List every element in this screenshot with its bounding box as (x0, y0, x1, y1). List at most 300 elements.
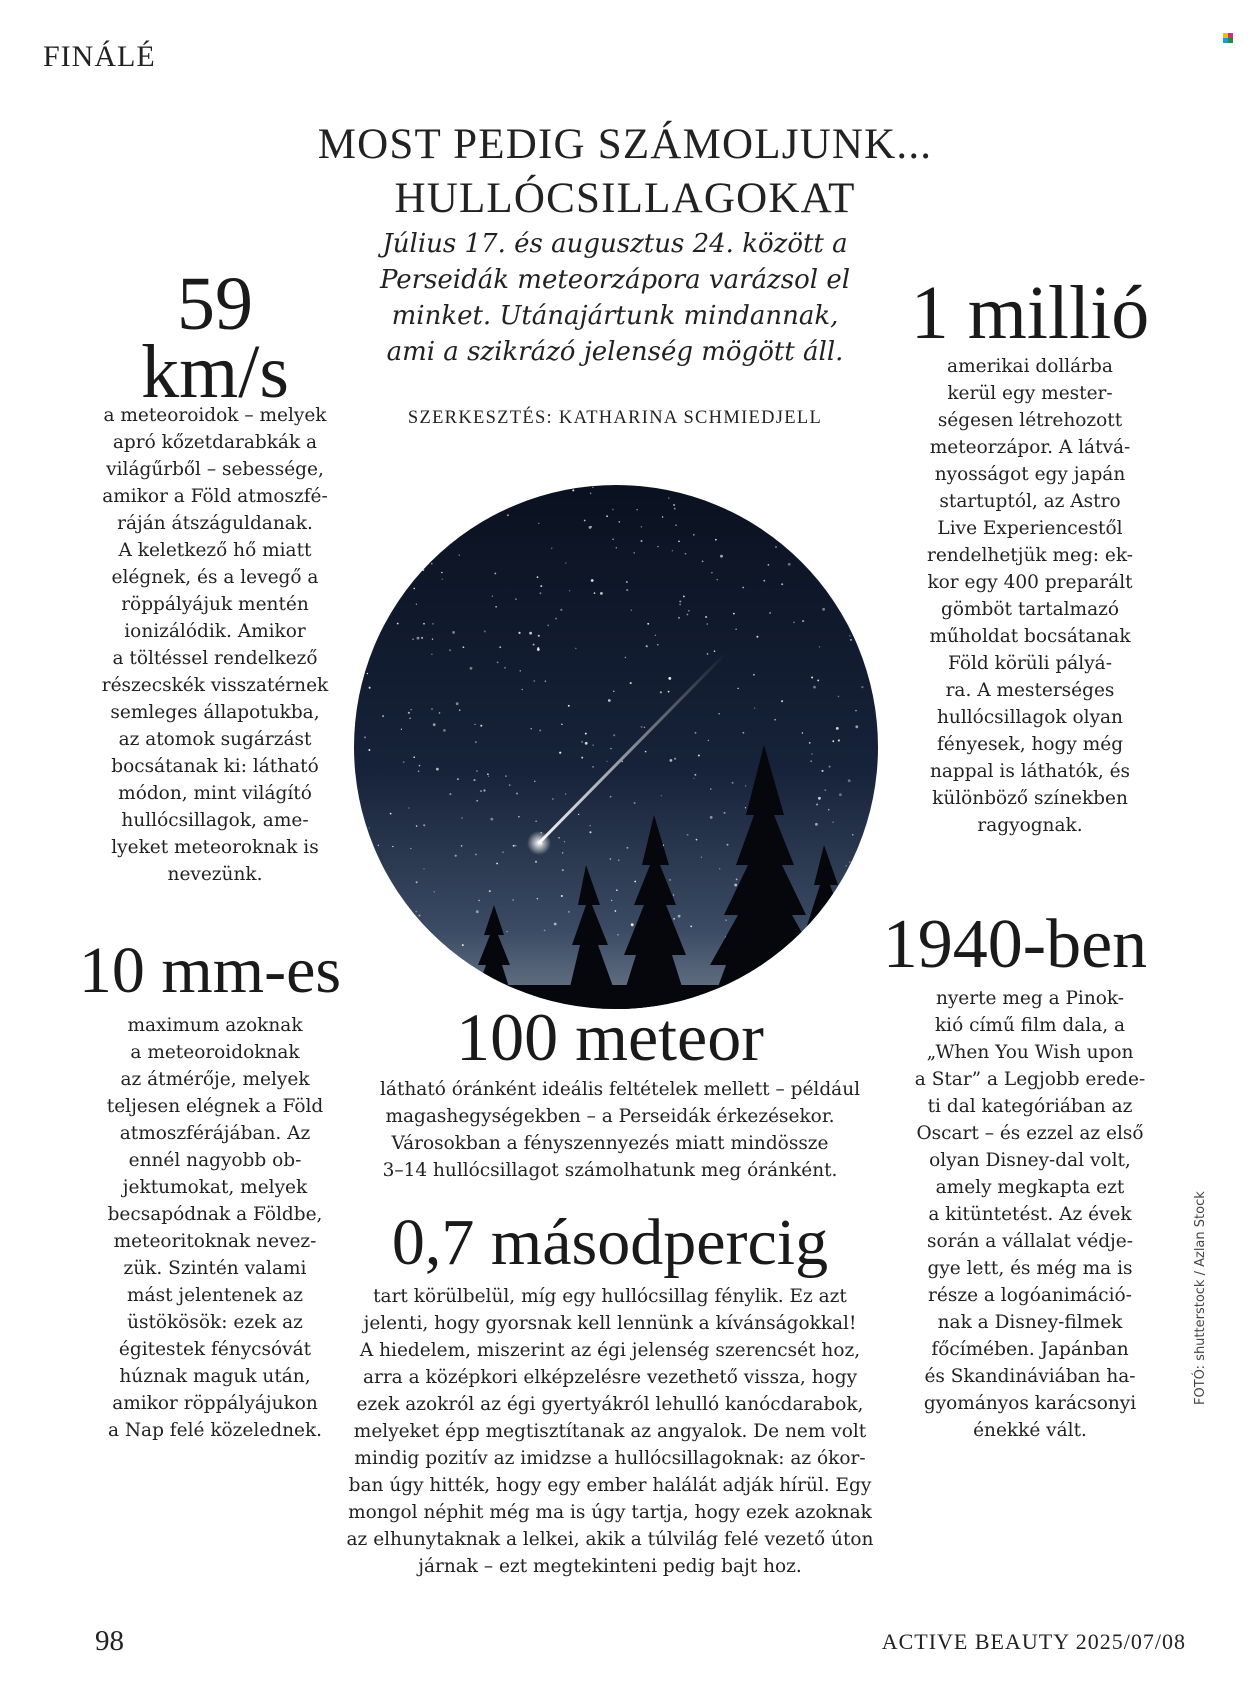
star (569, 590, 570, 591)
star (504, 492, 506, 494)
star (423, 824, 425, 826)
star (535, 821, 536, 822)
star (855, 710, 857, 712)
star (449, 649, 451, 651)
star (831, 485, 832, 486)
text-line: nyerte meg a Pinok- (935, 988, 1125, 1009)
star (742, 732, 744, 734)
star (843, 940, 844, 941)
star (462, 944, 464, 946)
text-line: az átmérője, melyek (120, 1069, 310, 1090)
star (545, 680, 546, 681)
star (608, 699, 611, 702)
star (413, 756, 415, 758)
star (561, 724, 563, 726)
star (669, 879, 671, 881)
star (388, 511, 390, 513)
star (452, 631, 455, 634)
star (592, 487, 594, 489)
star (673, 894, 674, 895)
star (560, 609, 562, 611)
star (678, 915, 681, 918)
text-line: módon, mint világító (118, 783, 312, 804)
star (554, 923, 557, 926)
text-line: becsapódnak a Földbe, (107, 1204, 323, 1225)
star (641, 726, 643, 728)
star (438, 949, 440, 951)
star (495, 606, 497, 608)
star (668, 485, 670, 486)
star (452, 515, 453, 516)
star (613, 734, 615, 736)
star (855, 725, 858, 728)
star (670, 759, 673, 762)
star (662, 516, 663, 517)
star (849, 635, 851, 637)
star (509, 784, 511, 786)
star (687, 834, 689, 836)
text-line: üstökösök: ezek az (127, 1312, 303, 1333)
star (816, 803, 818, 805)
text-line: hullócsillagok, ame- (121, 810, 309, 831)
star (526, 497, 529, 500)
star (840, 571, 841, 572)
star (459, 709, 461, 711)
star (397, 516, 399, 518)
star (433, 723, 436, 726)
star (702, 561, 704, 563)
star (520, 670, 521, 671)
star (423, 868, 424, 869)
star (359, 862, 361, 864)
star (354, 560, 356, 562)
star (843, 934, 845, 936)
star (416, 825, 418, 827)
star (701, 857, 702, 858)
star (813, 686, 816, 689)
lead-line: Július 17. és augusztus 24. között a (382, 229, 848, 259)
star (442, 578, 444, 580)
star (516, 792, 518, 794)
star (753, 674, 755, 676)
text-line: amely megkapta ezt (935, 1177, 1125, 1198)
star (600, 592, 603, 595)
star (533, 644, 535, 646)
star (631, 609, 632, 610)
star (401, 729, 402, 730)
star (506, 931, 507, 932)
star (590, 493, 592, 495)
star (678, 617, 680, 619)
star (507, 514, 509, 516)
star (355, 710, 357, 712)
star (378, 845, 379, 846)
text-line: a meteoroidoknak (130, 1042, 300, 1063)
fact-speed-value (90, 262, 340, 414)
text-line: során a vállalat védje- (927, 1231, 1133, 1252)
star (397, 623, 399, 625)
star (494, 572, 496, 574)
star (626, 581, 628, 583)
star (690, 925, 692, 927)
star (434, 891, 436, 893)
star (734, 884, 737, 887)
text-line: ionizálódik. Amikor (124, 621, 306, 642)
star (617, 934, 619, 936)
star (408, 807, 409, 808)
star (732, 782, 734, 784)
text-line: ban úgy hitték, hogy egy ember halálát adják hírül. Egy (348, 1475, 872, 1496)
star (439, 539, 441, 541)
star (625, 657, 626, 658)
star (859, 488, 861, 490)
star (833, 539, 835, 541)
star (539, 592, 541, 594)
star (537, 576, 539, 578)
star (473, 779, 475, 781)
text-line: ségesen létrehozott (937, 410, 1123, 431)
star (810, 760, 811, 761)
star (594, 592, 596, 594)
star (610, 858, 612, 860)
star (361, 564, 363, 566)
star (668, 497, 669, 498)
star (363, 886, 365, 888)
fact-speed-value-line: 59 (177, 262, 253, 346)
text-line: ragyognak. (977, 815, 1083, 836)
text-line: a Star” a Legjobb erede- (914, 1069, 1146, 1090)
star (693, 778, 694, 779)
star (612, 538, 614, 540)
star (668, 691, 670, 693)
star (836, 727, 839, 730)
star (581, 757, 583, 759)
star (558, 837, 560, 839)
star (824, 789, 826, 791)
fact-meteors-value: 100 meteor (456, 999, 764, 1075)
text-line: Live Experiencestől (937, 518, 1123, 539)
star (518, 816, 519, 817)
text-line: gyományos karácsonyi (923, 1393, 1137, 1414)
star (606, 515, 608, 517)
star (657, 644, 659, 646)
lead-line: minket. Utánajártunk mindannak, (391, 301, 839, 331)
star (636, 509, 637, 510)
star (445, 507, 447, 509)
star (715, 539, 717, 541)
fact-million-value: 1 millió (910, 271, 1150, 355)
star (592, 744, 593, 745)
star (672, 550, 674, 552)
star (768, 564, 770, 566)
star (585, 742, 588, 745)
star (488, 776, 489, 777)
star (717, 579, 718, 580)
text-line: A hiedelem, miszerint az égi jelenség szerencsét hoz, (359, 1340, 861, 1361)
star (685, 553, 687, 555)
star (492, 596, 493, 597)
star (856, 882, 857, 883)
star (538, 635, 540, 637)
star (419, 915, 421, 917)
star (561, 895, 563, 897)
star (616, 547, 617, 548)
star (698, 754, 700, 756)
star (421, 637, 423, 639)
star (678, 540, 680, 542)
star (441, 572, 443, 574)
star (719, 868, 721, 870)
text-line: kió című film dala, a (934, 1015, 1126, 1036)
star (539, 730, 541, 732)
star (461, 845, 463, 847)
star (534, 780, 536, 782)
text-line: melyeket épp megtisztítanak az angyalok. De nem volt (353, 1421, 867, 1442)
text-line: startuptól, az Astro (939, 491, 1121, 512)
fact-meteors-text (380, 1076, 861, 1184)
star (356, 529, 358, 531)
star (611, 900, 612, 901)
star (633, 552, 635, 554)
star (409, 546, 411, 548)
star (618, 859, 620, 861)
photo-credit: FOTÓ: shutterstock / Azlan Stock (1193, 1191, 1208, 1405)
meteor-head (527, 831, 551, 855)
star (484, 630, 486, 632)
shooting-star-image (354, 485, 878, 1009)
star (634, 802, 636, 804)
star (461, 817, 462, 818)
fact-duration-text (330, 1283, 890, 1580)
star (363, 630, 364, 631)
star (801, 485, 802, 486)
star (714, 650, 716, 652)
byline: SZERKESZTÉS: KATHARINA SCHMIEDJELL (407, 408, 823, 428)
fact-speed-value-line: km/s (141, 330, 289, 414)
star (606, 761, 607, 762)
text-line: a kitüntetést. Az évek (928, 1204, 1132, 1225)
star (369, 924, 371, 926)
star (357, 493, 359, 495)
star (565, 562, 566, 563)
star (364, 736, 366, 738)
star (449, 509, 450, 510)
star (515, 598, 517, 600)
star (811, 677, 813, 679)
star (512, 899, 514, 901)
star (832, 740, 834, 742)
star (535, 861, 537, 863)
star (876, 588, 878, 590)
text-line: mongol néphit még ma is úgy tartja, hogy ezek azoknak (348, 1502, 872, 1523)
fact-size-text (60, 1012, 370, 1444)
section-label: FINÁLÉ (43, 40, 156, 73)
star (552, 798, 553, 799)
star (723, 812, 725, 814)
star (861, 686, 863, 688)
star (497, 662, 499, 664)
star (412, 638, 414, 640)
fact-size-value: 10 mm-es (78, 934, 342, 1007)
text-line: amerikai dollárba (947, 356, 1113, 377)
text-line: amikor röppályájukon (112, 1393, 318, 1414)
star (544, 929, 546, 931)
star (435, 550, 437, 552)
star (436, 768, 439, 771)
star (788, 504, 790, 506)
star (431, 708, 433, 710)
star (504, 667, 506, 669)
star (562, 869, 564, 871)
star (505, 775, 507, 777)
star (641, 526, 643, 528)
star (476, 770, 478, 772)
star (422, 556, 423, 557)
star (626, 589, 628, 591)
text-line: nappal is láthatók, és (929, 761, 1131, 782)
text-line: műholdat bocsátanak (929, 626, 1131, 647)
star (551, 548, 553, 550)
text-line: járnak – ezt megtekinteni pedig bajt hoz. (418, 1556, 802, 1577)
star (818, 797, 821, 800)
text-line: részecskék visszatérnek (101, 675, 329, 696)
star (679, 604, 680, 605)
star (589, 825, 590, 826)
text-line: húznak maguk után, (119, 1366, 311, 1387)
star (418, 770, 420, 772)
star (416, 881, 418, 883)
star (836, 894, 838, 896)
text-line: rendelhetjük meg: ek- (927, 545, 1133, 566)
star (756, 636, 758, 638)
star (683, 595, 685, 597)
star (529, 632, 532, 635)
star (489, 890, 491, 892)
star (809, 742, 811, 744)
star (487, 773, 489, 775)
star (432, 623, 433, 624)
star (585, 733, 587, 735)
text-line: jelenti, hogy gyorsnak kell lennünk a kívánságokkal! (363, 1313, 857, 1334)
star (829, 766, 831, 768)
star (839, 793, 842, 796)
star (449, 793, 451, 795)
star (708, 740, 709, 741)
star (540, 585, 542, 587)
star (409, 514, 410, 515)
text-line: A keletkező hő miatt (118, 540, 312, 561)
star (754, 708, 755, 709)
star (612, 509, 614, 511)
star (778, 512, 780, 514)
star (874, 883, 876, 885)
text-line: égitestek fénycsóvát (118, 1339, 312, 1360)
star (589, 831, 591, 833)
star (674, 508, 676, 510)
star (578, 814, 579, 815)
text-line: elégnek, és a levegő a (111, 567, 319, 588)
text-line: része a logóanimáció- (928, 1285, 1132, 1306)
star (418, 540, 420, 542)
star (399, 550, 401, 552)
text-line: és Skandináviában ha- (924, 1366, 1136, 1387)
star (438, 529, 440, 531)
star (852, 834, 854, 836)
text-line: ráján átszáguldanak. (117, 513, 313, 534)
text-line: jektumokat, melyek (122, 1177, 308, 1198)
star (476, 910, 479, 913)
star (781, 700, 783, 702)
lead-line: Perseidák meteorzápora varázsol el (379, 265, 851, 295)
star (705, 616, 707, 618)
star (711, 572, 712, 573)
star (779, 511, 780, 512)
star (631, 923, 634, 926)
star (480, 790, 482, 792)
star (821, 770, 823, 772)
star (463, 646, 465, 648)
text-line: Föld körüli pályá- (948, 653, 1112, 674)
star (419, 765, 421, 767)
star (688, 610, 689, 611)
star (717, 497, 719, 499)
star (865, 573, 866, 574)
star (390, 813, 392, 815)
star (470, 667, 473, 670)
text-line: ti dal kategóriában az (927, 1096, 1133, 1117)
star (873, 538, 875, 540)
star (673, 918, 675, 920)
star (367, 673, 368, 674)
star (357, 841, 359, 843)
text-line: gye lett, és még ma is (927, 1258, 1133, 1279)
star (626, 847, 628, 849)
text-line: apró kőzetdarabkák a (112, 432, 318, 453)
night-sky-photo (354, 485, 878, 1009)
star (592, 766, 593, 767)
star (863, 523, 864, 524)
star (431, 654, 432, 655)
star (492, 511, 493, 512)
star (694, 774, 696, 776)
star (679, 601, 681, 603)
star (369, 612, 371, 614)
star (358, 564, 360, 566)
star (443, 729, 446, 732)
color-registration-icon (1223, 33, 1233, 43)
star (830, 951, 831, 952)
text-line: semleges állapotukba, (110, 702, 320, 723)
star (742, 587, 744, 589)
star (733, 613, 735, 615)
text-line: látható óránként ideális feltételek mellett – például (380, 1079, 861, 1100)
star (845, 865, 846, 866)
star (861, 558, 862, 559)
text-line: 3–14 hullócsillagot számolhatunk meg óránként. (382, 1160, 838, 1181)
text-line: lyeket meteoroknak is (111, 837, 319, 858)
star (765, 506, 767, 508)
star (410, 848, 411, 849)
star (591, 579, 594, 582)
text-line: atmoszférájában. Az (119, 1123, 311, 1144)
headline (250, 118, 1000, 226)
star (457, 535, 459, 537)
star (769, 492, 771, 494)
star (405, 526, 407, 528)
star (555, 618, 557, 620)
star (421, 512, 422, 513)
text-line: mindig pozitív az imidzse a hullócsillagoknak: az ókor- (354, 1448, 866, 1469)
